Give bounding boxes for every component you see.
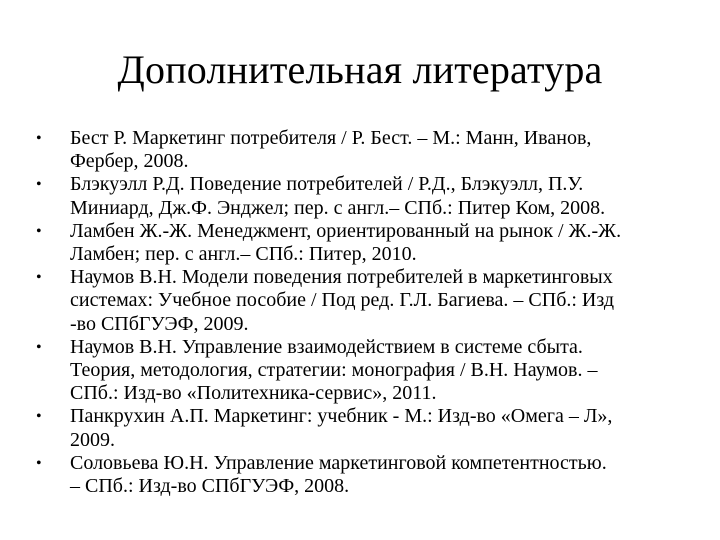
reference-item (36, 220, 696, 266)
reference-line: Теория, методология, стратегии: монография / В.Н. Наумов. – (70, 359, 598, 382)
reference-item (36, 127, 696, 173)
bullet-icon: • (36, 408, 42, 426)
bullet-icon: • (36, 269, 42, 287)
reference-line: Ламбен Ж.-Ж. Менеджмент, ориентированный на рынок / Ж.-Ж. (70, 219, 622, 242)
bullet-icon: • (36, 338, 42, 356)
reference-line: Наумов В.Н. Модели поведения потребителей в маркетинговых (70, 266, 613, 289)
reference-line: Наумов В.Н. Управление взаимодействием в системе сбыта. (70, 335, 583, 358)
bullet-icon: • (36, 454, 42, 472)
reference-line: Бест Р. Маркетинг потребителя / Р. Бест. – М.: Манн, Иванов, (70, 127, 592, 149)
reference-line: Соловьева Ю.Н. Управление маркетинговой компетентностью. (70, 451, 607, 474)
reference-item (36, 173, 696, 219)
reference-line: Фербер, 2008. (70, 150, 189, 173)
reference-line: Панкрухин А.П. Маркетинг: учебник - М.: Изд-во «Омега – Л», (70, 405, 613, 428)
reference-item (36, 336, 696, 406)
bullet-icon: • (36, 222, 42, 240)
reference-line: Ламбен; пер. с англ.– СПб.: Питер, 2010. (70, 243, 417, 266)
reference-line: системах: Учебное пособие / Под ред. Г.Л. Багиева. – СПб.: Изд (70, 289, 615, 312)
reference-item (36, 452, 696, 498)
reference-line: -во СПбГУЭФ, 2009. (70, 312, 249, 335)
reference-line: Блэкуэлл Р.Д. Поведение потребителей / Р.Д., Блэкуэлл, П.У. (70, 173, 584, 196)
reference-line: Миниард, Дж.Ф. Энджел; пер. с англ.– СПб.: Питер Ком, 2008. (70, 196, 606, 219)
reference-item (36, 405, 696, 451)
reference-item (36, 266, 696, 336)
bullet-icon: • (36, 130, 42, 147)
bullet-icon: • (36, 176, 42, 194)
reference-line: 2009. (70, 428, 115, 451)
reference-line: СПб.: Изд-во «Политехника-сервис», 2011. (70, 382, 437, 405)
slide-title: Дополнительная литература (117, 47, 603, 92)
reference-line: – СПб.: Изд-во СПбГУЭФ, 2008. (70, 475, 350, 498)
reference-list (36, 127, 696, 498)
